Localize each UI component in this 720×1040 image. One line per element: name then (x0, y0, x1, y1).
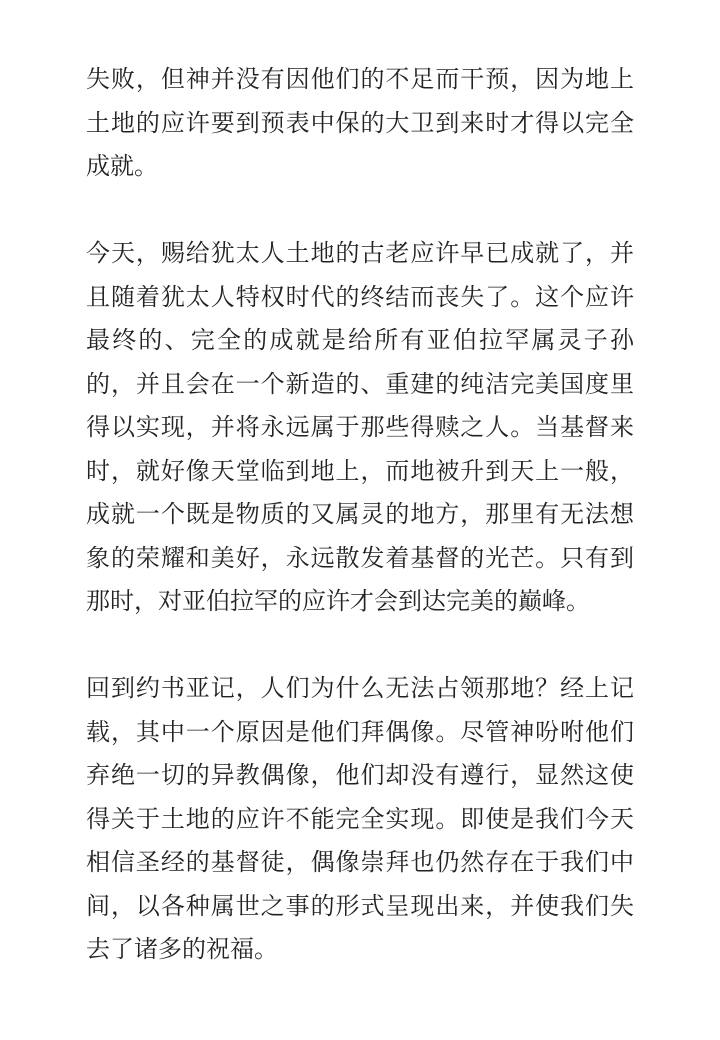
article-body (86, 58, 634, 972)
article-paragraph-1: 失败，但神并没有因他们的不足而干预，因为地上土地的应许要到预表中保的大卫到来时才得以完全成就。 (86, 65, 634, 180)
article-paragraph-2: 今天，赐给犹太人土地的古老应许早已成就了，并且随着犹太人特权时代的终结而丧失了。这个应许最终的、完全的成就是给所有亚伯拉罕属灵子孙的，并且会在一个新造的、重建的纯洁完美国度里得以实现，并将永远属于那些得赎之人。当基督来时，就好像天堂临到地上，而地被升到天上一般，成就一个既是物质的又属灵的地方，那里有无法想象的荣耀和美好，永远散发着基督的光芒。只有到那时，对亚伯拉罕的应许才会到达完美的巅峰。 (86, 239, 634, 615)
article-paragraph-3: 回到约书亚记，人们为什么无法占领那地？经上记载，其中一个原因是他们拜偶像。尽管神吩咐他们弃绝一切的异教偶像，他们却没有遵行，显然这使得关于土地的应许不能完全实现。即使是我们今天相信圣经的基督徒，偶像崇拜也仍然存在于我们中间，以各种属世之事的形式呈现出来，并使我们失去了诸多的祝福。 (86, 674, 634, 963)
